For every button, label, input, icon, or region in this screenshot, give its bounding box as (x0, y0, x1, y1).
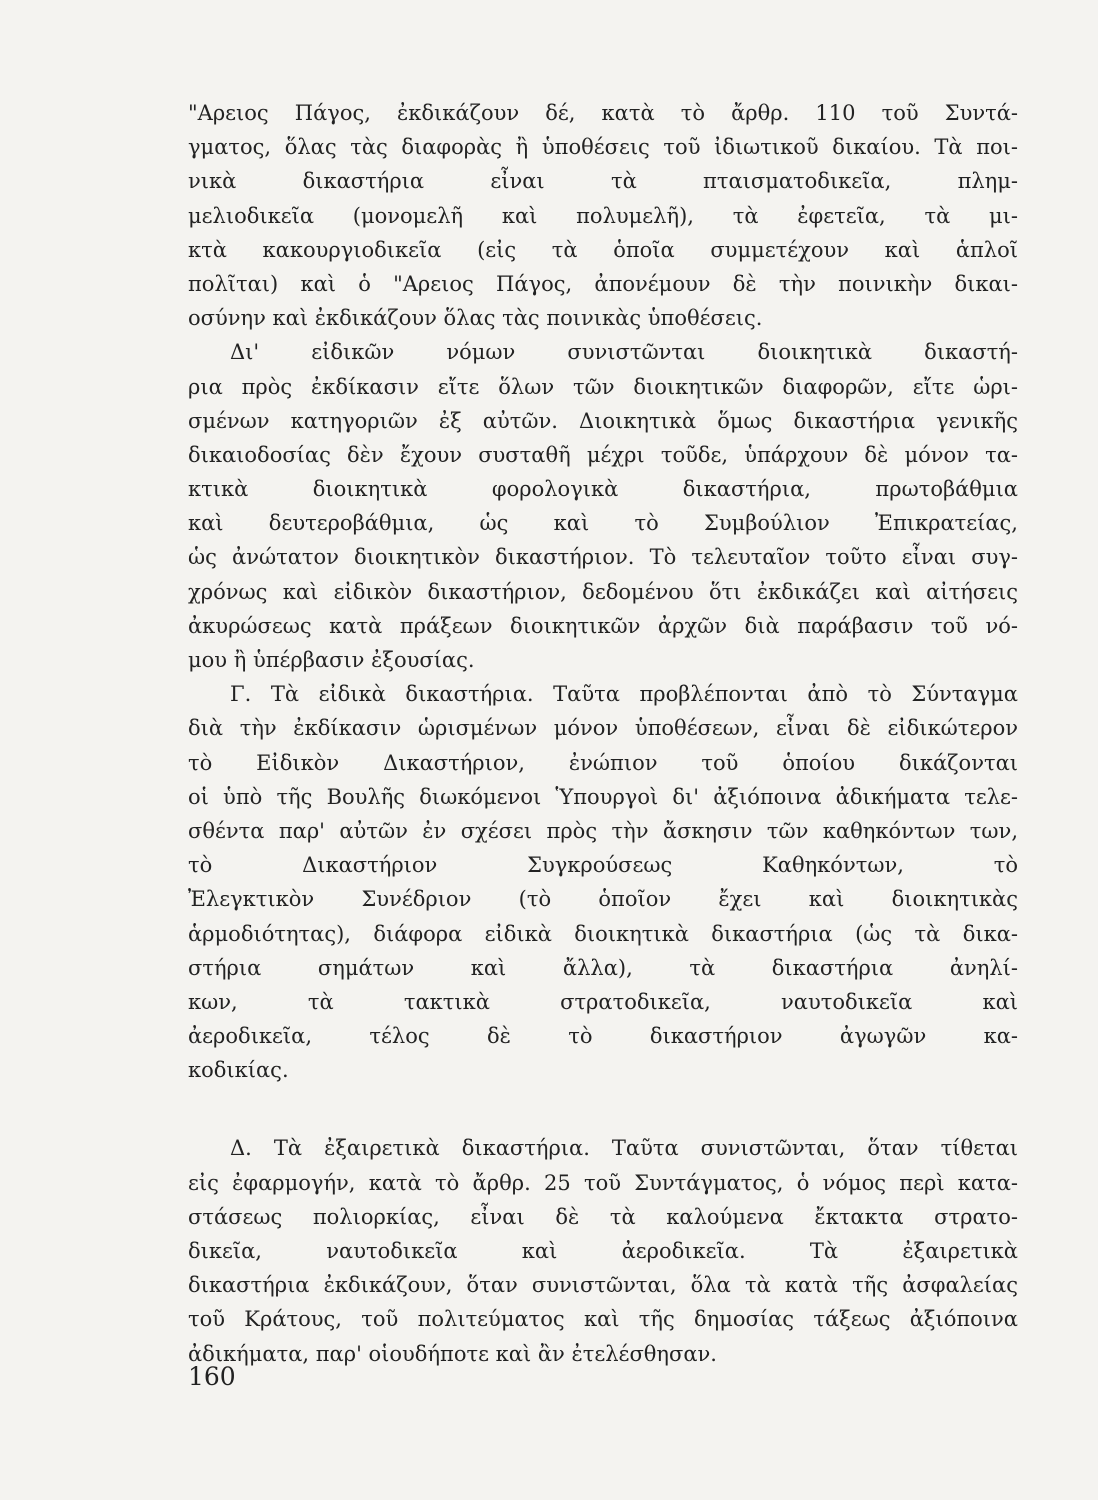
text-line: στήρια σημάτων καὶ ἄλλα), τὰ δικαστήρια ἀνηλί- (188, 955, 1018, 980)
text-line: οσύνην καὶ ἐκδικάζουν ὅλας τὰς ποινικὰς ὑποθέσεις. (188, 306, 763, 331)
paragraph (188, 1131, 1018, 1370)
paragraph (188, 335, 1018, 677)
text-line: σθέντα παρ' αὐτῶν ἐν σχέσει πρὸς τὴν ἄσκησιν τῶν καθηκόντων των, (188, 818, 1018, 843)
text-line: μελιοδικεῖα (μονομελῆ καὶ πολυμελῆ), τὰ ἐφετεῖα, τὰ μι- (188, 203, 1018, 228)
text-line: πολῖται) καὶ ὁ "Αρειος Πάγος, ἀπονέμουν δὲ τὴν ποινικὴν δικαι- (188, 271, 1018, 296)
text-line: τὸ Δικαστήριον Συγκρούσεως Καθηκόντων, τὸ (188, 853, 1018, 878)
text-line: νικὰ δικαστήρια εἶναι τὰ πταισματοδικεῖα, πλημ- (188, 169, 1018, 194)
paragraph-gap (188, 1087, 1018, 1131)
text-line: χρόνως καὶ εἰδικὸν δικαστήριον, δεδομένου ὅτι ἐκδικάζει καὶ αἰτήσεις (188, 579, 1018, 604)
text-line: ὡς ἀνώτατον διοικητικὸν δικαστήριον. Τὸ τελευταῖον τοῦτο εἶναι συγ- (188, 545, 1018, 570)
text-line: Δι' εἰδικῶν νόμων συνιστῶνται διοικητικὰ δικαστή- (230, 340, 1018, 365)
text-line: ἀδικήματα, παρ' οἱουδήποτε καὶ ἂν ἐτελέσθησαν. (188, 1341, 717, 1366)
page-number: 160 (188, 1362, 236, 1391)
text-line: ρια πρὸς ἐκδίκασιν εἴτε ὅλων τῶν διοικητικῶν διαφορῶν, εἴτε ὡρι- (188, 374, 1018, 399)
text-line: Δ. Τὰ ἐξαιρετικὰ δικαστήρια. Ταῦτα συνιστῶνται, ὅταν τίθεται (230, 1136, 1018, 1161)
text-line: ἀκυρώσεως κατὰ πράξεων διοικητικῶν ἀρχῶν διὰ παράβασιν τοῦ νό- (188, 613, 1018, 638)
text-line: κων, τὰ τακτικὰ στρατοδικεῖα, ναυτοδικεῖα καὶ (188, 989, 1018, 1014)
text-line: δικαιοδοσίας δὲν ἔχουν συσταθῆ μέχρι τοῦδε, ὑπάρχουν δὲ μόνον τα- (188, 442, 1018, 467)
text-line: "Αρειος Πάγος, ἐκδικάζουν δέ, κατὰ τὸ ἄρθρ. 110 τοῦ Συντά- (188, 101, 1018, 125)
text-line: στάσεως πολιορκίας, εἶναι δὲ τὰ καλούμενα ἔκτακτα στρατο- (188, 1204, 1018, 1229)
text-line: καὶ δευτεροβάθμια, ὡς καὶ τὸ Συμβούλιον Ἐπικρατείας, (188, 511, 1018, 536)
text-line: τὸ Εἰδικὸν Δικαστήριον, ἐνώπιον τοῦ ὁποίου δικάζονται (188, 750, 1018, 775)
text-line: δικαστήρια ἐκδικάζουν, ὅταν συνιστῶνται, ὅλα τὰ κατὰ τῆς ἀσφαλείας (188, 1273, 1018, 1298)
text-line: γματος, ὅλας τὰς διαφορὰς ἢ ὑποθέσεις τοῦ ἰδιωτικοῦ δικαίου. Τὰ ποι- (188, 135, 1018, 160)
text-line: σμένων κατηγοριῶν ἐξ αὐτῶν. Διοικητικὰ ὅμως δικαστήρια γενικῆς (188, 408, 1018, 433)
text-line: διὰ τὴν ἐκδίκασιν ὡρισμένων μόνον ὑποθέσεων, εἶναι δὲ εἰδικώτερον (188, 716, 1018, 741)
text-line: οἱ ὑπὸ τῆς Βουλῆς διωκόμενοι Ὑπουργοὶ δι' ἀξιόποινα ἀδικήματα τελε- (188, 784, 1018, 809)
text-line: ἀεροδικεῖα, τέλος δὲ τὸ δικαστήριον ἀγωγῶν κα- (188, 1024, 1018, 1049)
text-line: ἁρμοδιότητας), διάφορα εἰδικὰ διοικητικὰ δικαστήρια (ὡς τὰ δικα- (188, 921, 1018, 946)
text-line: τοῦ Κράτους, τοῦ πολιτεύματος καὶ τῆς δημοσίας τάξεως ἀξιόποινα (188, 1307, 1018, 1332)
text-line: κτὰ κακουργιοδικεῖα (εἰς τὰ ὁποῖα συμμετέχουν καὶ ἁπλοῖ (188, 237, 1018, 262)
text-line: Ἐλεγκτικὸν Συνέδριον (τὸ ὁποῖον ἔχει καὶ διοικητικὰς (188, 887, 1018, 912)
body-text (188, 96, 1018, 1371)
text-line: μου ἢ ὑπέρβασιν ἐξουσίας. (188, 648, 475, 672)
paragraph (188, 677, 1018, 1087)
text-line: Γ. Τὰ εἰδικὰ δικαστήρια. Ταῦτα προβλέπονται ἀπὸ τὸ Σύνταγμα (230, 682, 1018, 707)
text-line: εἰς ἐφαρμογήν, κατὰ τὸ ἄρθρ. 25 τοῦ Συντάγματος, ὁ νόμος περὶ κατα- (188, 1170, 1018, 1195)
paragraph (188, 96, 1018, 335)
text-line: κοδικίας. (188, 1058, 289, 1083)
text-line: δικεῖα, ναυτοδικεῖα καὶ ἀεροδικεῖα. Τὰ ἐξαιρετικὰ (188, 1239, 1018, 1263)
text-line: κτικὰ διοικητικὰ φορολογικὰ δικαστήρια, πρωτοβάθμια (188, 477, 1018, 502)
